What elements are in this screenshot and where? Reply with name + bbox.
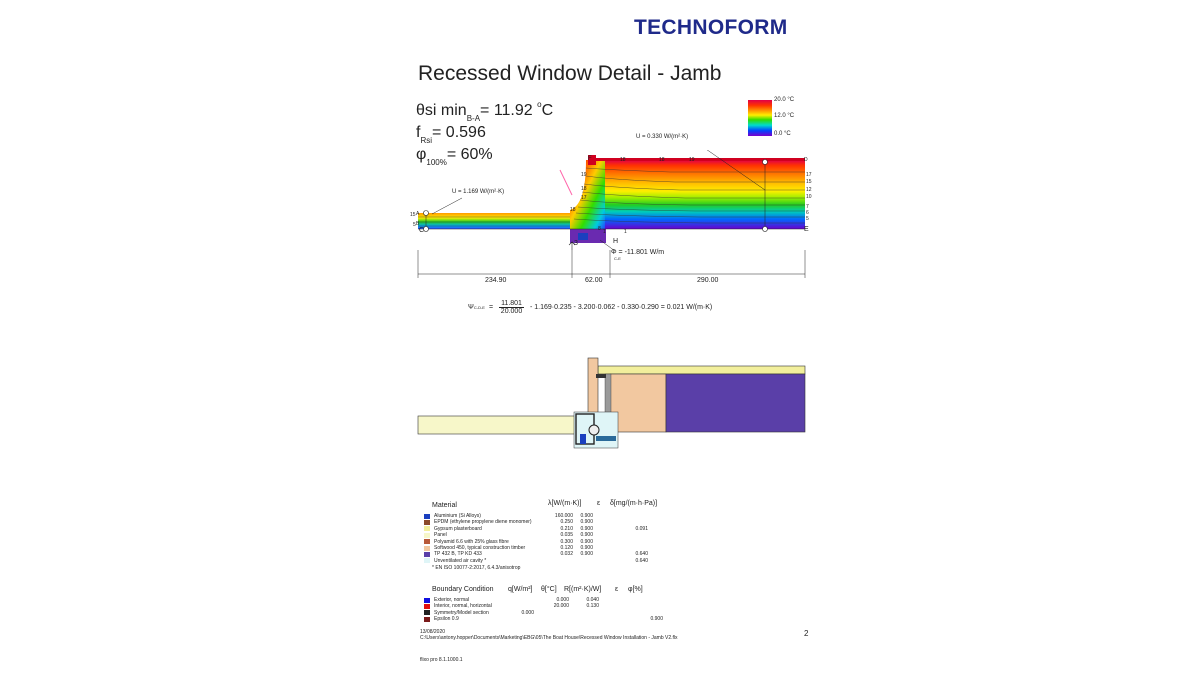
boundary-eps: 0.900 <box>650 616 663 623</box>
boundary-col-r: R[(m²·K)/W] <box>564 586 602 593</box>
f-label: f <box>416 124 421 141</box>
top-iso-2: 18 <box>659 157 665 163</box>
material-delta: 0.091 <box>635 525 648 532</box>
left-glazing-field <box>418 213 586 229</box>
material-row <box>424 532 648 538</box>
boundary-row <box>424 610 663 616</box>
psi-symbol: Ψ <box>468 304 474 311</box>
material-row <box>424 526 648 532</box>
page-number: 2 <box>804 629 809 638</box>
material-swatch <box>424 520 430 525</box>
material-swatch <box>424 514 430 519</box>
material-lambda: 0.035 <box>560 532 573 539</box>
right-iso-3: 12 <box>806 187 812 193</box>
psi-numerator: 11.801 <box>501 300 522 307</box>
psi-denominator: 20.000 <box>500 308 523 315</box>
material-eps: 0.900 <box>580 551 593 558</box>
corner-iso-1: 19 <box>581 172 587 178</box>
boundary-col-eps: ε <box>615 586 619 593</box>
point-a-label: A <box>416 211 420 217</box>
u-left-label: U = 1.169 W/(m²·K) <box>452 189 505 195</box>
right-iso-6: 6 <box>806 210 809 216</box>
material-col-eps: ε <box>597 500 601 507</box>
thermal-break <box>596 436 616 441</box>
boundary-swatch <box>424 617 430 622</box>
f-sub: Rsi <box>420 136 433 145</box>
material-footnote: * EN ISO 10077-2:2017, 6.4.3/anisotrop <box>432 565 521 571</box>
boundary-name: Exterior, normal <box>434 597 470 603</box>
corner-iso-3: 17 <box>581 195 587 201</box>
material-row <box>424 539 648 545</box>
boundary-name: Symmetry/Model section <box>434 609 489 616</box>
phi-value: = 60% <box>446 146 493 163</box>
boundary-row <box>424 616 663 622</box>
material-name: EPDM (ethylene propylene diene monomer) <box>434 519 532 526</box>
right-iso-7: 5 <box>806 216 809 222</box>
technoform-logo: TECHNOFORM <box>634 16 788 39</box>
material-delta: 0.640 <box>635 557 648 564</box>
boundary-col-q: q[W/m²] <box>508 586 533 593</box>
psi-rest: - 1.169·0.235 - 3.200·0.062 - 0.330·0.290 = 0.021 W/(m·K) <box>529 304 713 311</box>
material-name: Unventilated air cavity * <box>434 557 487 564</box>
frame-top <box>596 374 606 378</box>
theta-symbol: θ <box>416 102 425 119</box>
phi-sub: 100% <box>426 158 447 167</box>
aluminium-section <box>580 434 586 444</box>
dim-left-label: 234.90 <box>485 277 507 284</box>
material-row <box>424 551 648 557</box>
boundary-row <box>424 603 663 609</box>
scale-mid-label: 12.0 °C <box>774 113 795 119</box>
corner-iso-4: 18 <box>570 207 576 213</box>
boundary-col-phi: φ[%] <box>628 586 643 593</box>
material-name: Aluminium (Si Alloys) <box>434 513 481 519</box>
scale-gradient-bar <box>748 100 772 136</box>
right-iso-4: 10 <box>806 194 812 200</box>
dim-mid-label: 62.00 <box>585 277 603 284</box>
frame-seal <box>589 425 599 435</box>
footer-file-path: C:\Users\antony.hopper\Documents\Marketing\EBG\05\The Boat House\Recessed Window Installation - Jamb V2.flx <box>420 635 678 641</box>
boundary-row <box>424 597 663 603</box>
left-iso-2: 5 <box>413 222 416 228</box>
boundary-name: Interior, normal, horizontal <box>434 603 492 610</box>
left-panel <box>418 416 588 434</box>
phi-flow-value: Φ = -11.801 W/m <box>611 249 665 256</box>
left-iso-1: 15 <box>410 212 416 218</box>
geometry-cross-section <box>410 350 820 460</box>
phi-flow-sub: C-E <box>614 256 621 261</box>
insulation <box>666 374 805 432</box>
u-left-leader <box>432 198 462 214</box>
boundary-theta: 20.000 <box>553 603 569 610</box>
material-lambda: 0.250 <box>560 519 573 526</box>
point-b-label: B <box>416 221 420 227</box>
mini-label-2: 1 <box>624 229 627 235</box>
page-title: Recessed Window Detail - Jamb <box>418 62 722 85</box>
corner-field <box>570 160 605 229</box>
theta-unit: C <box>541 102 554 119</box>
boundary-swatch <box>424 598 430 603</box>
material-header: Material <box>432 502 457 509</box>
material-eps: 0.900 <box>580 538 593 545</box>
point-3-label: 3 <box>574 240 578 247</box>
material-eps: 0.900 <box>580 545 593 551</box>
material-lambda: 0.120 <box>560 545 573 551</box>
boundary-r: 0.040 <box>586 597 599 603</box>
point-d-label: D <box>804 157 808 163</box>
theta-label: si min <box>424 102 467 119</box>
gypsum-board <box>598 366 805 374</box>
right-iso-2: 15 <box>806 179 812 185</box>
material-swatch <box>424 539 430 544</box>
material-eps: 0.900 <box>580 513 593 519</box>
boundary-col-theta: θ[°C] <box>541 586 557 593</box>
material-delta: 0.640 <box>635 551 648 558</box>
theta-si-min-result <box>416 100 553 123</box>
point-a-marker <box>424 211 429 216</box>
software-version: flixo pro 8.1.1000.1 <box>420 657 463 663</box>
material-col-delta: δ[mg/(m·h·Pa)] <box>610 500 658 507</box>
material-lambda: 0.032 <box>560 551 573 558</box>
point-f-label: F <box>588 156 592 162</box>
u-right-label: U = 0.330 W/(m²·K) <box>636 134 689 140</box>
material-lambda: 160.000 <box>554 513 573 519</box>
top-iso-3: 19 <box>689 157 695 163</box>
material-swatch <box>424 526 430 531</box>
f-value: = 0.596 <box>432 124 486 141</box>
material-name: TP 432 B, TP KD 433 <box>434 551 482 558</box>
material-eps: 0.900 <box>580 532 593 539</box>
right-iso-5: 7 <box>806 204 809 210</box>
boundary-swatch <box>424 604 430 609</box>
critical-point-arrow <box>560 170 572 195</box>
point-e-label: E <box>804 226 809 233</box>
top-iso-1: 18 <box>620 157 626 163</box>
material-eps: 0.900 <box>580 525 593 532</box>
footer-date: 13/08/2020 <box>420 629 446 635</box>
scale-max-label: 20.0 °C <box>774 97 795 103</box>
theta-unit-sup: o <box>537 100 542 109</box>
point-d-marker <box>763 160 768 165</box>
timber-block <box>610 374 666 432</box>
boundary-q: 0.000 <box>521 609 534 616</box>
theta-sub: B-A <box>466 114 481 123</box>
material-row <box>424 558 648 564</box>
material-swatch <box>424 552 430 557</box>
boundary-r: 0.130 <box>586 603 599 610</box>
material-lambda: 0.300 <box>560 538 573 545</box>
dim-right-label: 290.00 <box>697 277 719 284</box>
frsi-result <box>416 124 486 145</box>
right-iso-1: 17 <box>806 172 812 178</box>
psi-sub: C-D-E <box>473 305 485 310</box>
point-c-label: C <box>419 227 425 234</box>
point-c-marker <box>424 227 429 232</box>
material-name: Polyamid 6.6 with 25% glass fibre <box>434 538 509 545</box>
material-row <box>424 519 648 525</box>
material-name: Gypsum plasterboard <box>434 525 482 532</box>
left-iso-3: 8 <box>598 226 601 232</box>
boundary-theta: 0.000 <box>556 597 569 603</box>
boundary-swatch <box>424 610 430 615</box>
material-col-lambda: λ[W/(m·K)] <box>548 500 582 507</box>
material-swatch <box>424 558 430 563</box>
theta-value: = 11.92 <box>480 102 533 119</box>
scale-min-label: 0.0 °C <box>774 131 791 137</box>
material-row <box>424 545 648 551</box>
phi-symbol: φ <box>416 146 427 163</box>
point-h-label: H <box>613 238 619 245</box>
psi-equation <box>468 300 712 315</box>
boundary-header: Boundary Condition <box>432 586 494 593</box>
corner-iso-2: 18 <box>581 186 587 192</box>
right-wall-field <box>605 160 805 229</box>
frame-aluminium <box>578 233 588 240</box>
material-name: Panel <box>434 532 447 539</box>
point-e-marker <box>763 227 768 232</box>
material-name: Softwood 450, typical construction timber <box>434 545 526 551</box>
material-eps: 0.900 <box>580 519 593 526</box>
thermal-isotherm-diagram <box>410 150 820 300</box>
material-row <box>424 513 648 519</box>
boundary-name: Epsilon 0.9 <box>434 616 459 623</box>
material-swatch <box>424 533 430 538</box>
phi-flow-label <box>611 249 664 256</box>
material-lambda: 0.210 <box>560 525 573 532</box>
mini-label-1: 1 <box>603 229 606 235</box>
psi-fraction <box>499 300 524 315</box>
material-swatch <box>424 546 430 551</box>
psi-eq: = <box>488 304 494 311</box>
